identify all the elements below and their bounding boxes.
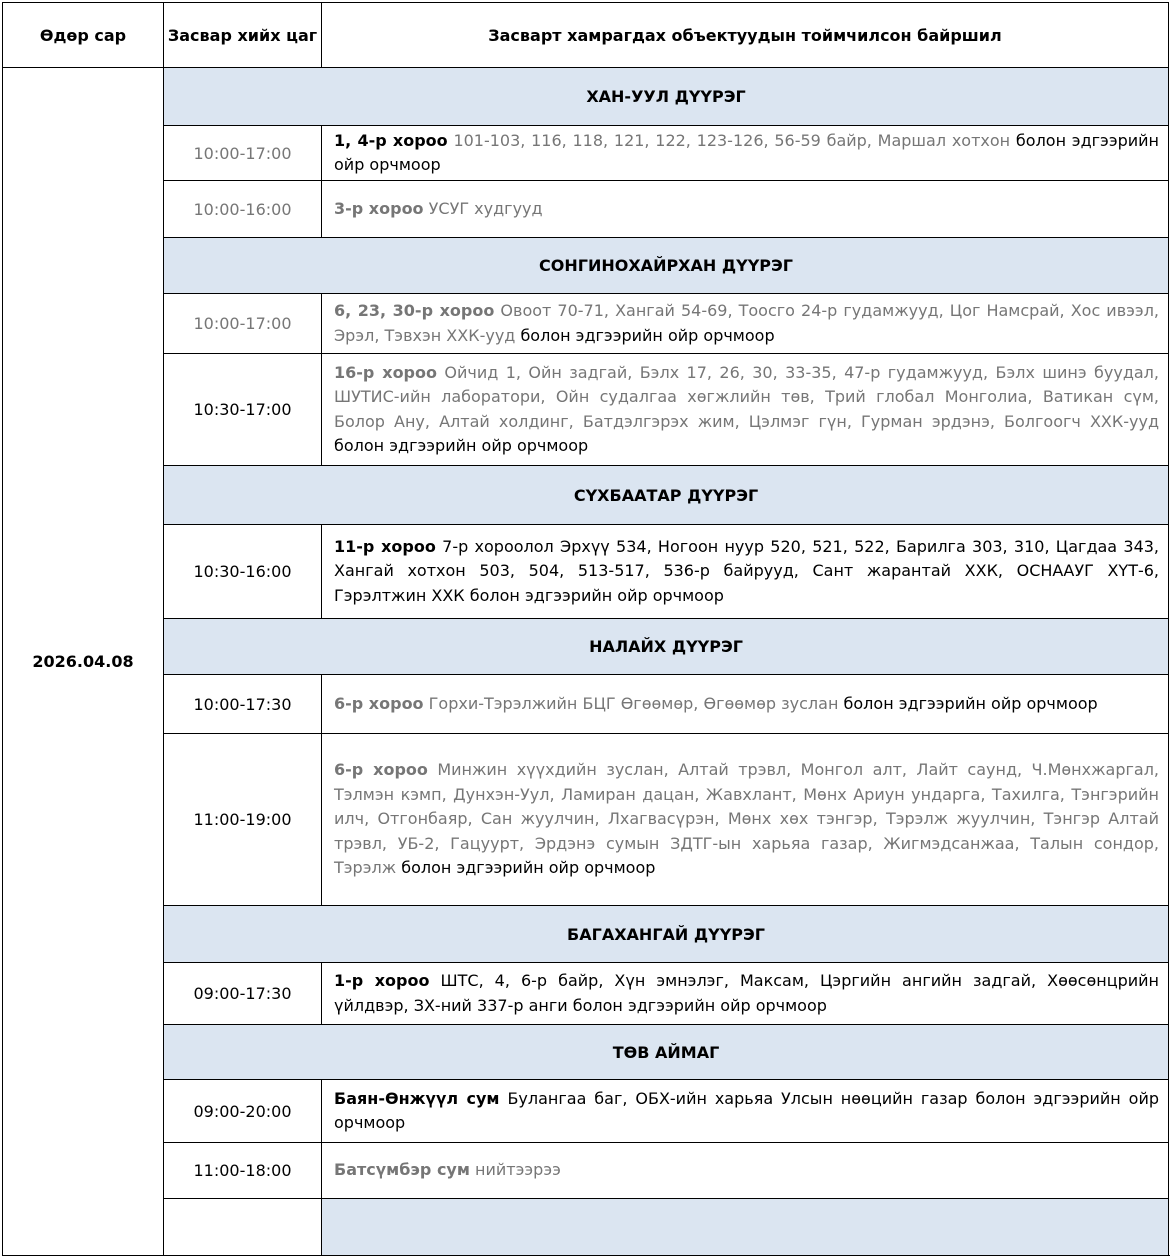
khoroo-label: 16-р хороо: [334, 362, 437, 382]
location-cell: [322, 181, 1169, 238]
district-row: [3, 238, 1169, 294]
location-cell: [322, 734, 1169, 906]
time-cell: 11:00-19:00: [164, 734, 322, 906]
header-row: [3, 3, 1169, 68]
district-row: [3, 906, 1169, 963]
time-cell: 10:00-17:00: [164, 294, 322, 354]
district-name: ТӨВ АЙМАГ: [164, 1025, 1169, 1080]
places-text: Горхи-Тэрэлжийн БЦГ Өгөөмөр, Өгөөмөр зуслан: [428, 693, 839, 713]
khoroo-label: 1-р хороо: [334, 971, 430, 990]
suffix-text: болон эдгээрийн ойр орчмоор: [334, 130, 1160, 174]
location-cell: [322, 294, 1169, 354]
header-location: Засварт хамрагдах объектуудын тоймчилсон байршил: [322, 3, 1169, 68]
next-date-row: [3, 1199, 1169, 1256]
places-text: 101-103, 116, 118, 121, 122, 123-126, 56-59 байр, Маршал хотхон: [453, 130, 1011, 150]
places-text: Ойчид 1, Ойн задгай, Бэлх 17, 26, 30, 33-35, 47-р гудамжууд, Бэлх шинэ буудал, ШУТИС-ийн лаборатори, Ойн судалгаа хөгжлийн төв, Трий глобал Монголиа, Ватикан сүм, Болор Ану, Алтай холдинг, Батдэлгэрэх жим, Цэлмэг гүн, Гурман эрдэнэ, Болгоогч ХХК-ууд: [334, 362, 1159, 431]
places-text: УСУГ худгууд: [428, 198, 543, 218]
places-text: ШТС, 4, 6-р байр, Хүн эмнэлэг, Максам, Цэргийн ангийн задгай, Хөөсөнцрийн үйлдвэр, ЗХ-ний 337-р анги болон эдгээрийн ойр орчмоор: [334, 971, 1159, 1015]
khoroo-label: 6-р хороо: [334, 693, 424, 713]
header-time: Засвар хийх цаг: [164, 3, 322, 68]
time-cell: 09:00-20:00: [164, 1080, 322, 1143]
location-cell: [322, 1143, 1169, 1199]
khoroo-label: Батсүмбэр сум: [334, 1160, 470, 1180]
time-cell: 10:00-17:30: [164, 675, 322, 734]
district-name: БАГАХАНГАЙ ДҮҮРЭГ: [164, 906, 1169, 963]
khoroo-label: Баян-Өнжүүл сум: [334, 1088, 500, 1108]
table-row: [3, 525, 1169, 619]
table-row: [3, 294, 1169, 354]
table-row: [3, 1143, 1169, 1199]
places-text: Овоот 70-71, Хангай 54-69, Тоосго 24-р гудамжууд, Цог Намсрай, Хос ивээл, Эрэл, Тэвхэн ХХК-ууд: [334, 301, 1160, 345]
time-cell: 10:30-16:00: [164, 525, 322, 619]
district-row: [3, 68, 1169, 126]
maintenance-schedule-table: [2, 2, 1169, 1256]
time-cell: 10:00-17:00: [164, 126, 322, 181]
table-row: [3, 181, 1169, 238]
header-date: Өдөр сар: [3, 3, 164, 68]
table-row: [3, 963, 1169, 1025]
suffix-text: болон эдгээрийн ойр орчмоор: [520, 325, 775, 345]
next-district-cell: [322, 1199, 1169, 1256]
khoroo-label: 1, 4-р хороо: [334, 130, 448, 150]
places-text: 7-р хороолол Эрхүү 534, Ногоон нуур 520, 521, 522, Барилга 303, 310, Цагдаа 343, Хангай хотхон 503, 504, 513-517, 536-р байрууд, Сант жарантай ХХК, ОСНААУГ ХҮТ-6, Гэрэлтжин ХХК болон эдгээрийн ойр орчмоор: [334, 536, 1160, 605]
district-name: ХАН-УУЛ ДҮҮРЭГ: [164, 68, 1169, 126]
location-cell: [322, 354, 1169, 466]
table-row: [3, 675, 1169, 734]
time-cell: 09:00-17:30: [164, 963, 322, 1025]
khoroo-label: 6, 23, 30-р хороо: [334, 301, 495, 320]
location-cell: [322, 126, 1169, 181]
table-row: [3, 354, 1169, 466]
khoroo-label: 6-р хороо: [334, 760, 428, 780]
places-text: Минжин хүүхдийн зуслан, Алтай трэвл, Монгол алт, Лайт саунд, Ч.Мөнхжаргал, Тэлмэн кэмп, Дунхэн-Уул, Ламиран дацан, Жавхлант, Мөнх Ариун ундарга, Тахилга, Тэнгэрийн илч, Отгонбаяр, Сан жуулчин, Лхагвасүрэн, Мөнх хөх тэнгэр, Тэрэлж жуулчин, Тэнгэр Алтай трэвл, УБ-2, Гацуурт, Эрдэнэ сумын ЗДТГ-ын харьяа газар, Жигмэдсанжаа, Талын сондор, Тэрэлж: [334, 760, 1159, 878]
district-row: [3, 466, 1169, 525]
district-row: [3, 1025, 1169, 1080]
district-name: СОНГИНОХАЙРХАН ДҮҮРЭГ: [164, 238, 1169, 294]
suffix-text: болон эдгээрийн ойр орчмоор: [843, 693, 1098, 713]
table-row: [3, 1080, 1169, 1143]
suffix-text: болон эдгээрийн ойр орчмоор: [334, 436, 589, 455]
places-text: нийтээрээ: [475, 1160, 561, 1180]
location-cell: [322, 963, 1169, 1025]
table-row: [3, 734, 1169, 906]
time-cell: 10:30-17:00: [164, 354, 322, 466]
places-text: Булангаа баг, ОБХ-ийн харьяа Улсын нөөцийн газар болон эдгээрийн ойр орчмоор: [334, 1088, 1160, 1132]
time-cell: 11:00-18:00: [164, 1143, 322, 1199]
location-cell: [322, 675, 1169, 734]
district-name: НАЛАЙХ ДҮҮРЭГ: [164, 619, 1169, 675]
khoroo-label: 11-р хороо: [334, 536, 436, 556]
location-cell: [322, 1080, 1169, 1143]
district-name: СҮХБААТАР ДҮҮРЭГ: [164, 466, 1169, 525]
next-date-cell: [164, 1199, 322, 1256]
suffix-text: болон эдгээрийн ойр орчмоор: [401, 858, 656, 878]
khoroo-label: 3-р хороо: [334, 198, 424, 218]
table-row: [3, 126, 1169, 181]
time-cell: 10:00-16:00: [164, 181, 322, 238]
district-row: [3, 619, 1169, 675]
location-cell: [322, 525, 1169, 619]
date-cell: 2026.04.08: [3, 68, 164, 1256]
